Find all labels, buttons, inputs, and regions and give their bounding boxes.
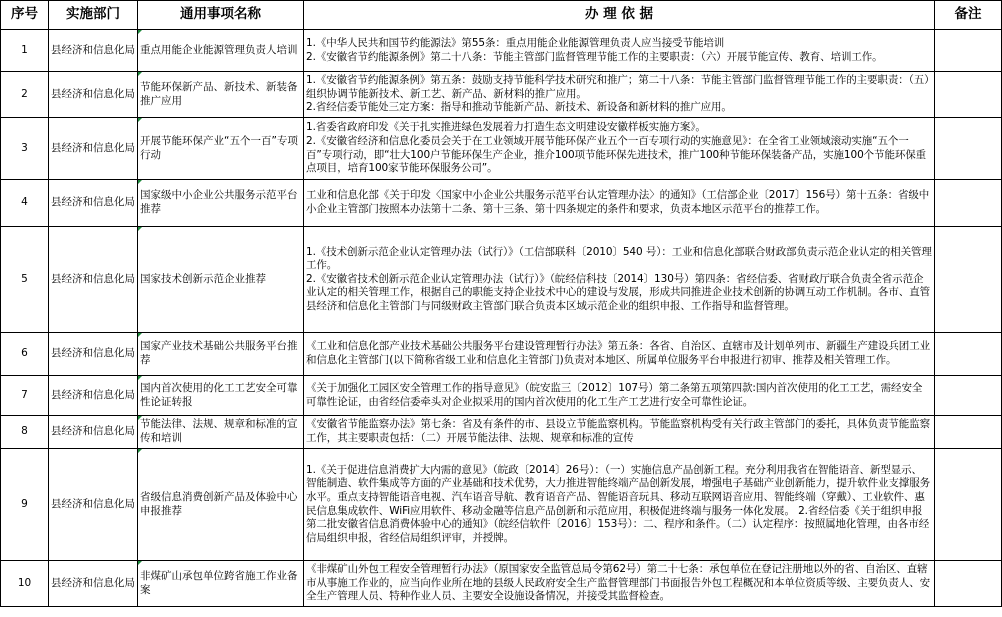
department-cell: 县经济和信息化局 [49, 227, 138, 333]
department-cell: 县经济和信息化局 [49, 376, 138, 416]
matter-name-cell: 国内首次使用的化工工艺安全可靠性论证转报 [138, 376, 304, 416]
department-cell: 县经济和信息化局 [49, 118, 138, 180]
table-body [1, 30, 1002, 607]
row-number: 8 [1, 416, 49, 449]
header-note: 备注 [935, 1, 1002, 30]
table-row [1, 449, 1002, 561]
matter-name-cell: 国家级中小企业公共服务示范平台推荐 [138, 180, 304, 227]
table-row [1, 227, 1002, 333]
row-number: 3 [1, 118, 49, 180]
row-number: 6 [1, 333, 49, 376]
table-row [1, 333, 1002, 376]
matter-name-cell: 国家产业技术基础公共服务平台推荐 [138, 333, 304, 376]
table-row [1, 416, 1002, 449]
legal-basis-cell: 1.《中华人民共和国节约能源法》第55条：重点用能企业能源管理负责人应当接受节能培训 2.《安徽省节约能源条例》第二十八条：节能主管部门监督管理节能工作的主要职责：（六）开展节能宣传、教育、培训工作。 [304, 30, 935, 72]
note-cell [935, 227, 1002, 333]
row-number: 7 [1, 376, 49, 416]
legal-basis-cell: 1.《关于促进信息消费扩大内需的意见》（皖政〔2014〕26号）：（一）实施信息产品创新工程。充分利用我省在智能语音、新型显示、智能制造、软件集成等方面的产业基础和技术优势，大力推进智能终端产品创新发展，增强电子基础产业创新能力，提升软件业支撑服务水平。重点支持智能语音电视、汽车语音导航、教育语音产品、智能语音玩具、移动互联网语音应用、智能终端（穿戴）、工业软件、惠民信息集成软件、WiFi应用软件、移动金融等信息产品创新和示范应用，积极促进终端与服务一体化发展。 2.省经信委《关于组织申报第二批安徽省信息消费体验中心的通知》（皖经信软件〔2016〕153号）：二、程序和条件。（二）认定程序：按照属地化管理，由各市经信局组织申报，省经信局组织评审，并授牌。 [304, 449, 935, 561]
table-row [1, 376, 1002, 416]
header-dept: 实施部门 [49, 1, 138, 30]
legal-basis-cell: 1.省委省政府印发《关于扎实推进绿色发展着力打造生态文明建设安徽样板实施方案》。 2.《安徽省经济和信息化委员会关于在工业领域开展节能环保产业五个一百专项行动的实施意见》：在全省工业领域滚动实施“五个一百”专项行动，即“壮大100户节能环保生产企业，推介100项节能环保先进技术，推广100种节能环保装备产品，实施100个节能环保重点项目，培育100家节能环保服务公司”。 [304, 118, 935, 180]
matter-name-cell: 节能环保新产品、新技术、新装备推广应用 [138, 72, 304, 118]
department-cell: 县经济和信息化局 [49, 416, 138, 449]
note-cell [935, 449, 1002, 561]
header-no: 序号 [1, 1, 49, 30]
table-row [1, 72, 1002, 118]
row-number: 4 [1, 180, 49, 227]
header-basis: 办 理 依 据 [304, 1, 935, 30]
row-number: 10 [1, 561, 49, 607]
row-number: 5 [1, 227, 49, 333]
note-cell [935, 561, 1002, 607]
department-cell: 县经济和信息化局 [49, 449, 138, 561]
matter-name-cell: 重点用能企业能源管理负责人培训 [138, 30, 304, 72]
header-row [1, 1, 1002, 30]
legal-basis-cell: 《非煤矿山外包工程安全管理暂行办法》（原国家安全监管总局令第62号）第二十七条：承包单位在登记注册地以外的省、自治区、直辖市从事施工作业的，应当向作业所在地的县级人民政府安全生产监督管理部门书面报告外包工程概况和本单位资质等级、主要负责人、安全生产管理人员、特种作业人员、主要安全设施设备情况，并接受其监督检查。 [304, 561, 935, 607]
department-cell: 县经济和信息化局 [49, 333, 138, 376]
legal-basis-cell: 《工业和信息化部产业技术基础公共服务平台建设管理暂行办法》第五条：各省、自治区、直辖市及计划单列市、新疆生产建设兵团工业和信息化主管部门(以下简称省级工业和信息化主管部门)负责对本地区、所属单位服务平台申报进行初审、推荐及相关管理工作。 [304, 333, 935, 376]
row-number: 1 [1, 30, 49, 72]
department-cell: 县经济和信息化局 [49, 30, 138, 72]
note-cell [935, 180, 1002, 227]
matter-name-cell: 国家技术创新示范企业推荐 [138, 227, 304, 333]
table-row [1, 180, 1002, 227]
note-cell [935, 333, 1002, 376]
table-row [1, 561, 1002, 607]
matter-name-cell: 开展节能环保产业“五个一百”专项行动 [138, 118, 304, 180]
row-number: 9 [1, 449, 49, 561]
row-number: 2 [1, 72, 49, 118]
note-cell [935, 416, 1002, 449]
matter-name-cell: 非煤矿山承包单位跨省施工作业备案 [138, 561, 304, 607]
matter-name-cell: 省级信息消费创新产品及体验中心申报推荐 [138, 449, 304, 561]
legal-basis-cell: 1.《技术创新示范企业认定管理办法（试行）》（工信部联科〔2010〕540 号）：工业和信息化部联合财政部负责示范企业认定的相关管理工作。 2.《安徽省技术创新示范企业认定管理办法（试行）》（皖经信科技〔2014〕130号）第四条：省经信委、省财政厅联合负责全省示范企业认定的相关管理工作，根据自己的职能支持企业技术中心的建设与发展，形成共同推进企业技术创新的协调互动工作机制。各市、直管县经济和信息化主管部门与同级财政主管部门联合负责本区域示范企业的组织申报、工作指导和监督管理。 [304, 227, 935, 333]
table-row [1, 118, 1002, 180]
table-row [1, 30, 1002, 72]
legal-basis-cell: 工业和信息化部《关于印发〈国家中小企业公共服务示范平台认定管理办法〉的通知》（工信部企业〔2017〕156号）第十五条：省级中小企业主管部门按照本办法第十二条、第十三条、第十四条规定的条件和要求，负责本地区示范平台的推荐工作。 [304, 180, 935, 227]
department-cell: 县经济和信息化局 [49, 561, 138, 607]
note-cell [935, 30, 1002, 72]
matter-name-cell: 节能法律、法规、规章和标准的宣传和培训 [138, 416, 304, 449]
legal-basis-cell: 《安徽省节能监察办法》第七条：省及有条件的市、县设立节能监察机构。节能监察机构受有关行政主管部门的委托，具体负责节能监察工作，其主要职责包括：（二）开展节能法律、法规、规章和标准的宣传 [304, 416, 935, 449]
header-item: 通用事项名称 [138, 1, 304, 30]
legal-basis-cell: 《关于加强化工园区安全管理工作的指导意见》（皖安监三〔2012〕107号）第二条第五项第四款:国内首次使用的化工工艺，需经安全可靠性论证，由省经信委牵头对企业拟采用的国内首次使用的化工生产工艺进行安全可靠性论证。 [304, 376, 935, 416]
department-cell: 县经济和信息化局 [49, 72, 138, 118]
legal-basis-cell: 1.《安徽省节约能源条例》第五条：鼓励支持节能科学技术研究和推广；第二十八条：节能主管部门监督管理节能工作的主要职责：（五）组织协调节能新技术、新工艺、新产品、新材料的推广应用。 2.省经信委节能处三定方案：指导和推动节能新产品、新技术、新设备和新材料的推广应用。 [304, 72, 935, 118]
note-cell [935, 118, 1002, 180]
department-cell: 县经济和信息化局 [49, 180, 138, 227]
note-cell [935, 72, 1002, 118]
note-cell [935, 376, 1002, 416]
